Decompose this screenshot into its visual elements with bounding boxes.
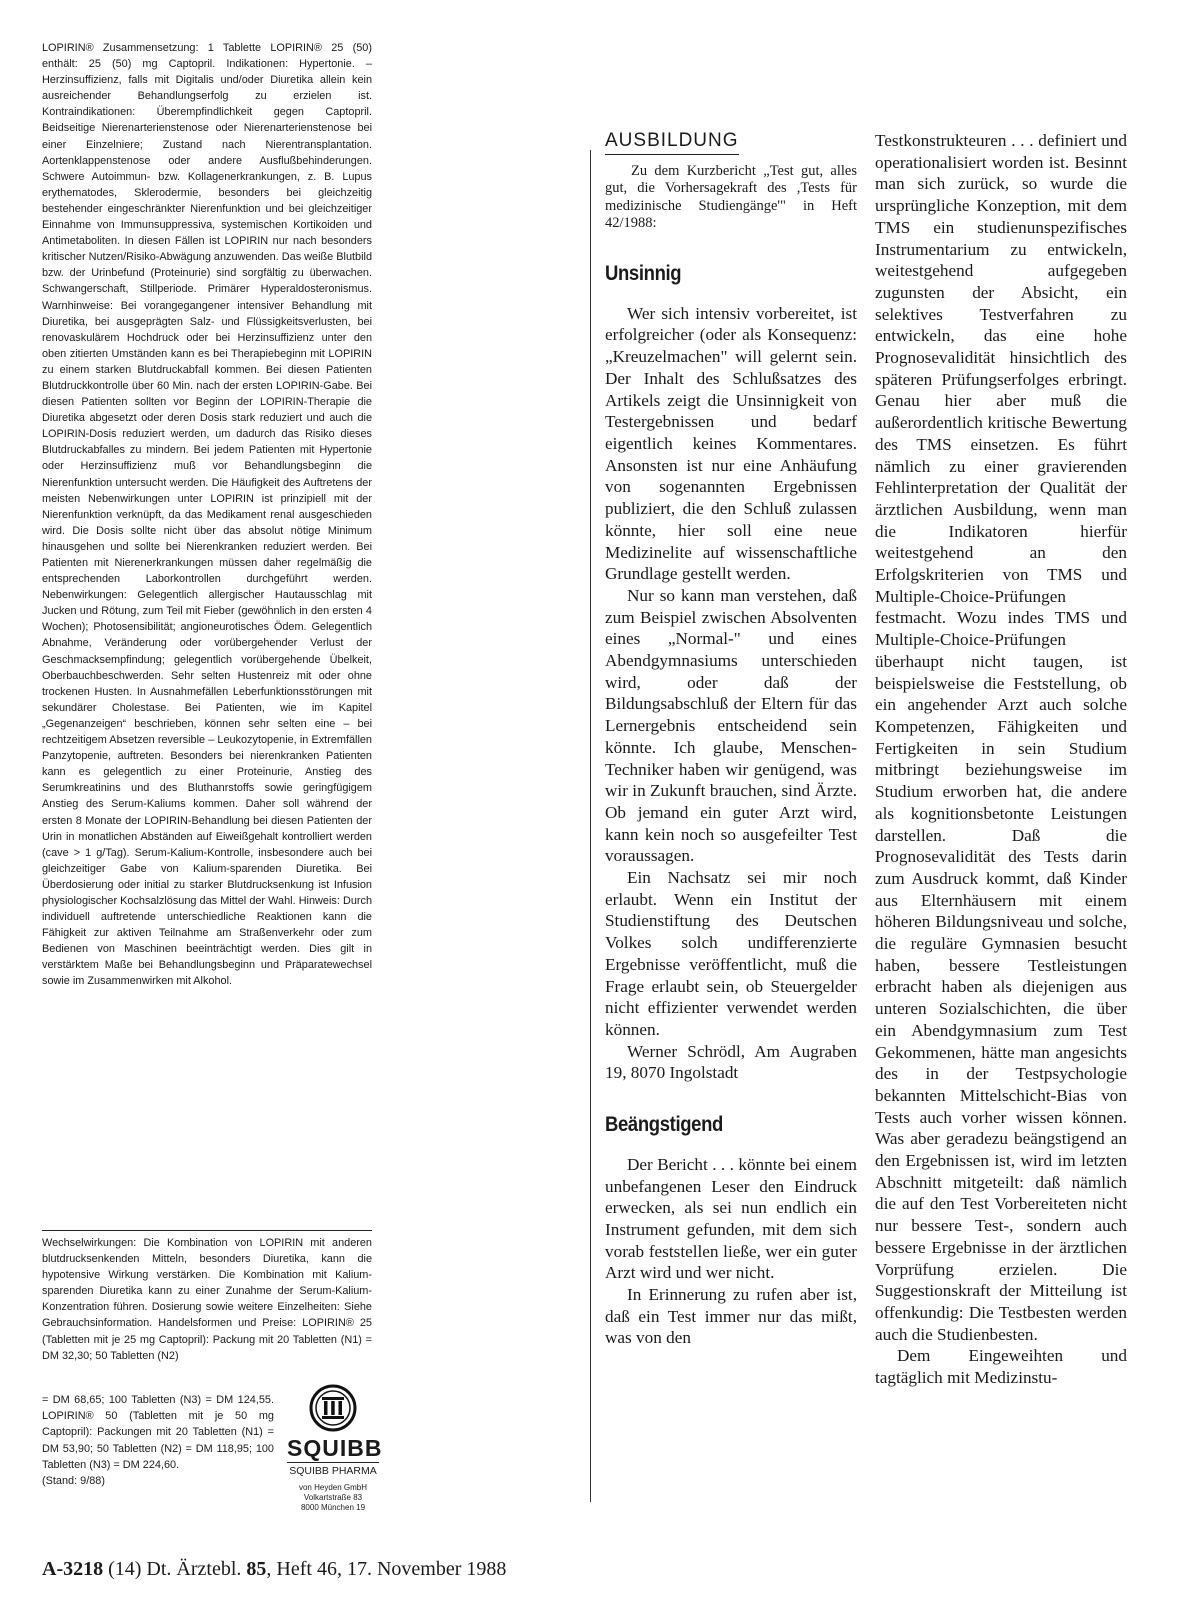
logo-address bbox=[287, 1483, 379, 1513]
letter1-paragraph-3: Ein Nachsatz sei mir noch erlaubt. Wenn ein Institut der Studienstiftung des Deutschen Volkes solch undifferenzierte Ergebnisse veröffentlicht, muß die Frage erlaubt sein, ob Steuergelder nicht effizienter verwendet werden können. bbox=[605, 868, 857, 1039]
letter-headline-1: Unsinnig bbox=[605, 262, 682, 286]
logo-address-line2: Volkartstraße 83 bbox=[303, 1493, 363, 1502]
squibb-emblem-icon bbox=[309, 1384, 357, 1432]
letter2-paragraph-2: In Erinnerung zu rufen aber ist, daß ein Test immer nur das mißt, was von den bbox=[605, 1285, 857, 1348]
letter1-signature: Werner Schrödl, Am Augraben 19, 8070 Ingolstadt bbox=[605, 1041, 857, 1083]
logo-address-line1: von Heyden GmbH bbox=[298, 1483, 368, 1492]
footer-volume: 85 bbox=[246, 1558, 267, 1580]
ad-stand: (Stand: 9/88) bbox=[42, 1475, 105, 1488]
article-intro: Zu dem Kurzbericht „Test gut, alles gut, die Vorhersagekraft des ,Tests für medizinische Studiengänge'" in Heft 42/1988: bbox=[605, 162, 857, 232]
ad-paragraph-prices: = DM 68,65; 100 Tabletten (N3) = DM 124,55. LOPIRIN® 50 (Tabletten mit je 50 mg Captopril): Packungen mit 20 Tabletten (N1) = DM 53,90; 50 Tabletten (N2) = DM 118,95; 100 Tabletten (N3) = DM 224,60. bbox=[42, 1394, 274, 1471]
letter2-continued: Testkonstrukteuren . . . definiert und operationalisiert worden ist. Besinnt man sich zurück, so wurde die ursprüngliche Konzeption, mit dem TMS ein studienunspezifisches Instrumentarium zu entwickeln, weitestgehend aufgegeben zugunsten der Absicht, ein selektives Testverfahren zu entwickeln, das eine hohe Prognosevalidität hinsichtlich des späteren Prüfungserfolges erbringt. Genau hier aber muß die außerordentlich kritische Bewertung des TMS einsetzen. Es führt nämlich zu einer gravierenden Fehlinterpretation der Qualität der ärztlichen Ausbildung, wenn man die Indikatoren hierfür weitestgehend an den Erfolgskriterien von TMS und Multiple-Choice-Prüfungen festmacht. Wozu indes TMS und Multiple-Choice-Prüfungen überhaupt nicht taugen, ist beispielsweise die Feststellung, ob ein angehender Arzt auch solche Kompetenzen, Fähigkeiten und Fertigkeiten in sein Studium mitbringt beziehungsweise im Studium erworben hat, die andere als kognitionsbetonte Leistungen darstellen. Daß die Prognosevalidität des Tests darin zum Ausdruck kommt, daß Kinder aus Elternhäusern mit einem höheren Bildungsniveau und solche, die reguläre Gymnasien besucht haben, bessere Testleistungen erbracht haben als diejenigen aus unteren Sozialschichten, die über ein Abendgymnasium zum Test Gekommenen, hätte man angesichts des in der Testpsychologie bekannten Mittelschicht-Bias von Tests auch vorher wissen können. Was aber geradezu beängstigend an den Ergebnissen ist, wird im letzten Abschnitt mitgeteilt: daß nämlich die auf den Test Vorbereiteten nicht nur bessere Test-, sondern auch bessere Ergebnisse in der ärztlichen Vorprüfung erzielen. Die Suggestionskraft der Mitteilung ist offenkundig: Die Testbesten werden auch die Studienbesten. bbox=[875, 131, 1127, 1344]
ad-divider bbox=[42, 1230, 372, 1231]
section-label: AUSBILDUNG bbox=[605, 130, 739, 155]
footer-page-number: A-3218 bbox=[42, 1558, 104, 1580]
footer-issue: , Heft 46, 17. November 1988 bbox=[266, 1558, 507, 1580]
column-divider bbox=[590, 150, 591, 1502]
logo-name: SQUIBB bbox=[287, 1435, 383, 1461]
ad-interactions-block bbox=[42, 1235, 372, 1364]
letter-body-1 bbox=[605, 303, 857, 1084]
drug-advertisement-text bbox=[42, 40, 372, 990]
squibb-logo bbox=[287, 1384, 383, 1513]
letter2-paragraph-1: Der Bericht . . . könnte bei einem unbefangenen Leser den Eindruck erwecken, als sei nun endlich ein Instrument gefunden, mit dem sich vorab feststellen ließe, wer ein guter Arzt wird und wer nicht. bbox=[605, 1154, 857, 1283]
letter-headline-2: Beängstigend bbox=[605, 1113, 723, 1137]
logo-address-line3: 8000 München 19 bbox=[300, 1503, 366, 1512]
ad-paragraph-main: LOPIRIN® Zusammensetzung: 1 Tablette LOPIRIN® 25 (50) enthält: 25 (50) mg Captopril. Indikationen: Hypertonie. – Herzinsuffizienz, falls mit Digitalis und/oder Diuretika allein kein ausreichender Behandlungserfolg zu erzielen ist. Kontraindikationen: Überempfindlichkeit gegen Captopril. Beidseitige Nierenarterienstenose oder Nierenarterienstenose bei einer Einzelniere; Zustand nach Nierentransplantation. Aortenklappenstenose oder andere Ausflußbehinderungen. Schwere Autoimmun- bzw. Kollagenerkrankungen, z. B. Lupus erythematodes, Sklerodermie, besonders bei gleichzeitig bestehender eingeschränkter Nierenfunktion und bei gleichzeitiger Einnahme von Immunsuppressiva, systemischen Kortikoiden und Antimetaboliten. In diesen Fällen ist LOPIRIN nur nach besonders kritischer Nutzen/Risiko-Abwägung anzuwenden. Das weiße Blutbild bzw. der Urinbefund (Proteinurie) sind sorgfältig zu überwachen. Schwangerschaft, Stillperiode. Primärer Hyperaldosteronismus. Warnhinweise: Bei vorangegangener intensiver Behandlung mit Diuretika, bei ausgeprägten Salz- und Flüssigkeitsverlusten, bei renovaskulärem Hochdruck oder bei Herzinsuffizienz unter den oben zitierten Umständen kann es bei Therapiebeginn mit LOPIRIN zu einem starken Blutdruckabfall kommen. Bei diesen Patienten Blutdruckkontrolle über 60 Min. nach der ersten LOPIRIN-Gabe. Bei diesen Patienten sollten vor Beginn der LOPIRIN-Therapie die Diuretika abgesetzt oder deren Dosis stark reduziert und auch die LOPIRIN-Dosis reduziert werden, um dadurch das Risiko dieses Blutdruckabfalles zu mindern. Bei jedem Patienten mit Hypertonie oder Herzinsuffizienz muß vor Behandlungsbeginn die Nierenfunktion untersucht werden. Die Häufigkeit des Auftretens der meisten Nebenwirkungen unter LOPIRIN ist prinzipiell mit der Nierenfunktion verknüpft, da das Medikament renal ausgeschieden wird. Die Dosis sollte nicht über das absolut nötige Minimum hinausgehen und sollte bei Nierenkranken reduziert werden. Bei Patienten mit Nierenerkrankungen müssen daher regelmäßig die entsprechenden Laborkontrollen durchgeführt werden. Nebenwirkungen: Gelegentlich allergischer Hautausschlag mit Jucken und Rötung, zum Teil mit Fieber (gewöhnlich in den ersten 4 Wochen); Photosensibilität; angioneurotisches Ödem. Gelegentlich Abnahme, Veränderung oder vorübergehender Verlust der Geschmacksempfindung; gelegentlich vorübergehende Übelkeit, Oberbauchbeschwerden. Sehr selten Hustenreiz mit oder ohne trockenen Husten. In Ausnahmefällen Leberfunktionsstörungen mit sekundärer Cholestase. Bei Patienten, wie im Kapitel „Gegenanzeigen“ beschrieben, können sehr selten eine – bei rechtzeitigem Absetzen reversible – Leukozytopenie, in Extremfällen Panzytopenie, auftreten. Besonders bei nierenkranken Patienten kann es gelegentlich zu einer Proteinurie, Anstieg des Serumkreatinins und des Bluthanrstoffs sowie geringfügigem Anstieg des Serum-Kaliums kommen. Daher soll während der ersten 8 Monate der LOPIRIN-Behandlung bei diesen Patienten der Urin in monatlichen Abständen auf Eiweißgehalt kontrolliert werden (cave > 1 g/Tag). Serum-Kalium-Kontrolle, insbesondere auch bei gleichzeitiger Gabe von Kalium-sparenden Diuretika. Bei Überdosierung oder initial zu starker Blutdrucksenkung ist Infusion physiologischer Kochsalzlösung das Mittel der Wahl. Hinweis: Durch individuell auftretende unterschiedliche Reaktionen kann die Fähigkeit zur aktiven Teilnahme am Straßenverkehr oder zum Bedienen von Maschinen beeinträchtigt werden. Dies gilt in verstärktem Maße bei Behandlungsbeginn und Präparatewechsel sowie im Zusammenwirken mit Alkohol. bbox=[42, 42, 372, 988]
logo-subtitle: SQUIBB PHARMA bbox=[287, 1462, 379, 1478]
article-column-left bbox=[605, 130, 857, 1349]
footer-journal: (14) Dt. Ärztebl. bbox=[108, 1558, 242, 1580]
letter-body-2 bbox=[605, 1154, 857, 1349]
ad-paragraph-interactions: Wechselwirkungen: Die Kombination von LOPIRIN mit anderen blutdrucksenkenden Mitteln, besonders Diuretika, kann die hypotensive Wirkung verstärken. Die Kombination mit Kalium-sparenden Diuretika kann zu einer Zunahme der Serum-Kalium-Konzentration führen. Dosierung sowie weitere Einzelheiten: Siehe Gebrauchsinformation. Handelsformen und Preise: LOPIRIN® 25 (Tabletten mit je 25 mg Captopril): Packung mit 20 Tabletten (N1) = DM 32,30; 50 Tabletten (N2) bbox=[42, 1237, 372, 1362]
letter2-paragraph-3: Dem Eingeweihten und tagtäglich mit Medizinstu- bbox=[875, 1346, 1127, 1388]
article-column-right bbox=[875, 130, 1127, 1389]
letter1-paragraph-2: Nur so kann man verstehen, daß zum Beispiel zwischen Absolventen eines „Normal-" und eines Abendgymnasiums unterschieden wird, oder daß der Bildungsabschluß der Eltern für das Lernergebnis entscheidend sein könnte. Ich glaube, Menschen-Techniker haben wir genügend, was wir in Zukunft brauchen, sind Ärzte. Ob jemand ein guter Arzt wird, kann kein noch so ausgefeilter Test voraussagen. bbox=[605, 585, 857, 866]
ad-prices-block bbox=[42, 1392, 274, 1489]
letter1-paragraph-1: Wer sich intensiv vorbereitet, ist erfolgreicher (oder als Konsequenz: „Kreuzelmachen" will gelernt sein. Der Inhalt des Schlußsatzes des Artikels zeigt die Unsinnigkeit von Testergebnissen und bedarf eigentlich keines Kommentares. Ansonsten ist nur eine Anhäufung von sogenannten Ergebnissen publiziert, die den Schluß zulassen könnte, hier soll eine neue Medizinelite auf wissenschaftliche Grundlage gestellt werden. bbox=[605, 303, 857, 584]
page-footer bbox=[42, 1558, 506, 1581]
